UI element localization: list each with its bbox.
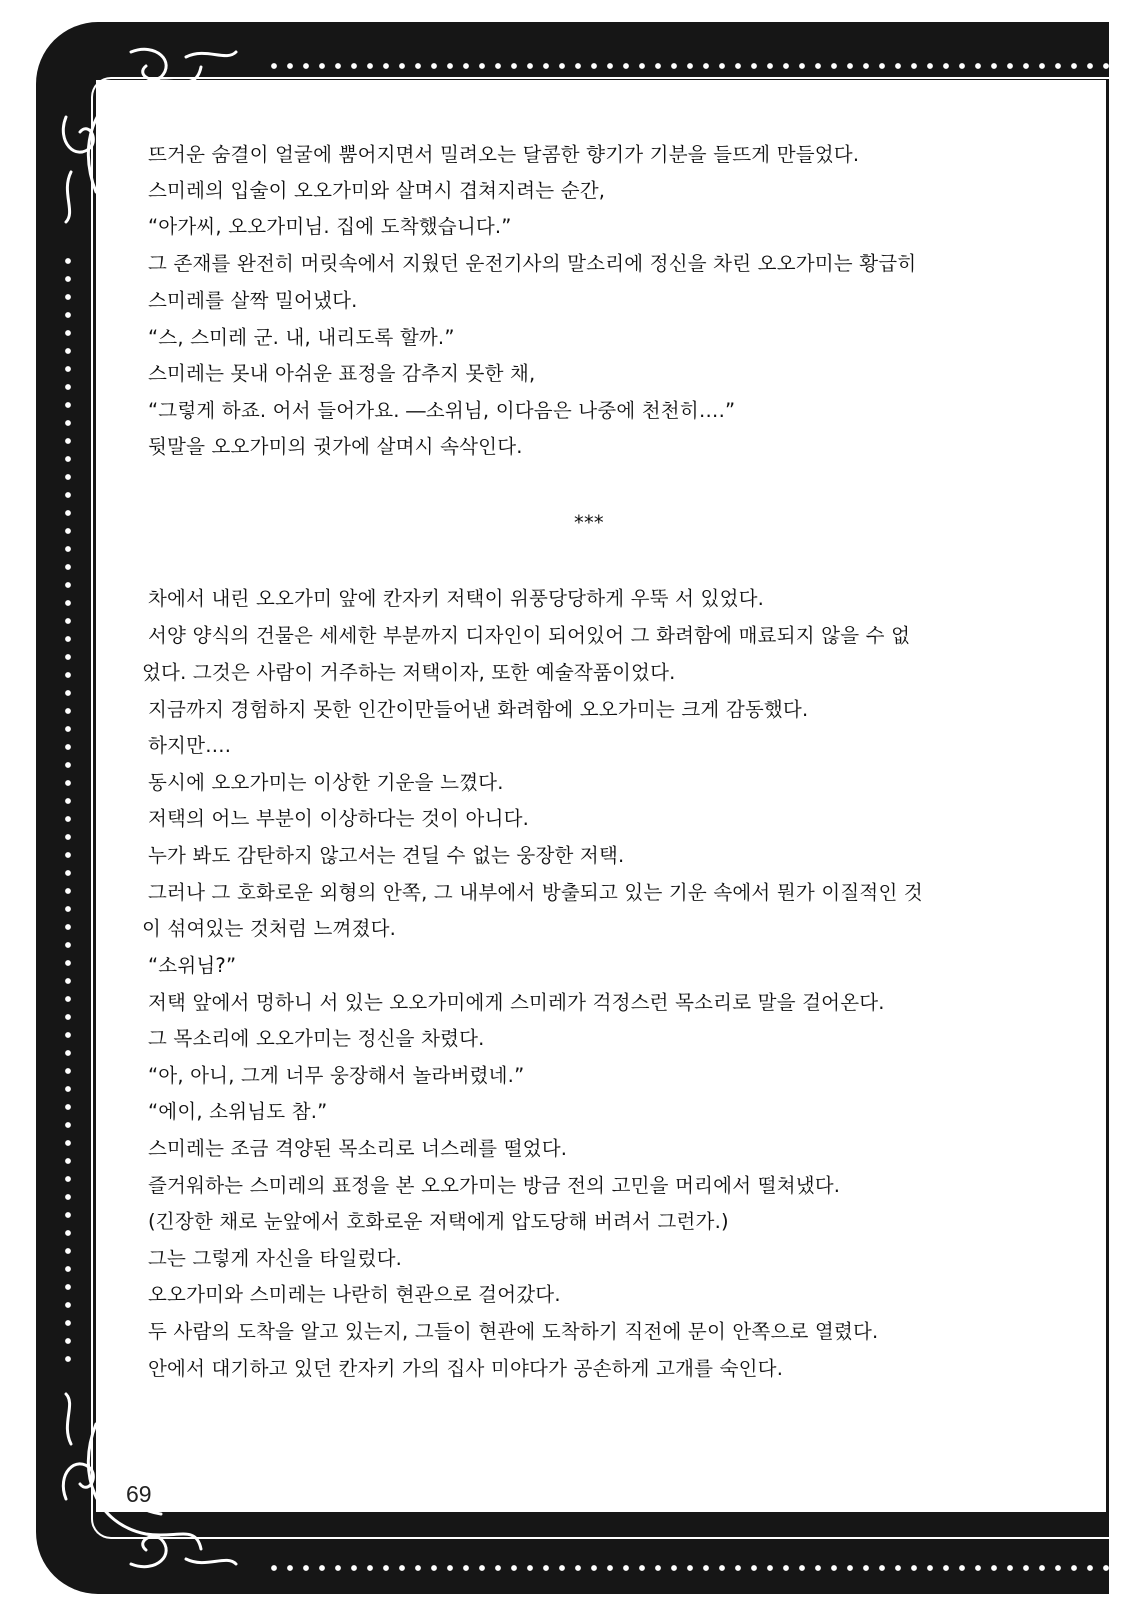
text-line: “스, 스미레 군. 내, 내리도록 할까.” <box>148 326 455 349</box>
text-line: 그러나 그 호화로운 외형의 안쪽, 그 내부에서 방출되고 있는 기운 속에서 뭔가 이질적인 것 <box>148 881 923 904</box>
page-number: 69 <box>126 1481 152 1507</box>
text-line: 그는 그렇게 자신을 타일렀다. <box>148 1247 403 1270</box>
text-line: 그 존재를 완전히 머릿속에서 지웠던 운전기사의 말소리에 정신을 차린 오오가미는 황급히 <box>148 252 917 275</box>
text-line: 안에서 대기하고 있던 칸자키 가의 집사 미야다가 공손하게 고개를 숙인다. <box>148 1357 784 1380</box>
text-line: 뒷말을 오오가미의 귓가에 살며시 속삭인다. <box>148 435 523 458</box>
text-line: 스미레는 조금 격양된 목소리로 너스레를 떨었다. <box>148 1137 568 1160</box>
text-line: 었다. 그것은 사람이 거주하는 저택이자, 또한 예술작품이었다. <box>142 661 676 684</box>
text-line: 이 섞여있는 것처럼 느껴졌다. <box>142 917 397 940</box>
text-line: 뜨거운 숨결이 얼굴에 뿜어지면서 밀려오는 달콤한 향기가 기분을 들뜨게 만들었다. <box>148 143 860 166</box>
text-line: 차에서 내린 오오가미 앞에 칸자키 저택이 위풍당당하게 우뚝 서 있었다. <box>148 587 765 610</box>
text-line: (긴장한 채로 눈앞에서 호화로운 저택에게 압도당해 버려서 그런가.) <box>148 1210 729 1233</box>
text-line: 스미레의 입술이 오오가미와 살며시 겹쳐지려는 순간, <box>148 179 606 202</box>
frame-dot-border-top <box>266 56 1133 76</box>
text-line: 저택의 어느 부분이 이상하다는 것이 아니다. <box>148 807 530 830</box>
text-line: 두 사람의 도착을 알고 있는지, 그들이 현관에 도착하기 직전에 문이 안쪽으로 열렸다. <box>148 1320 879 1343</box>
text-line: 동시에 오오가미는 이상한 기운을 느꼈다. <box>148 771 504 794</box>
text-line: “그렇게 하죠. 어서 들어가요. ―소위님, 이다음은 나중에 천천히….” <box>148 399 736 422</box>
text-line: 하지만…. <box>148 734 232 757</box>
frame-dot-border-left <box>58 252 78 1364</box>
page-right-margin <box>1109 0 1133 1600</box>
text-line: “아가씨, 오오가미님. 집에 도착했습니다.” <box>148 215 512 238</box>
text-line: 서양 양식의 건물은 세세한 부분까지 디자인이 되어있어 그 화려함에 매료되지 않을 수 없 <box>148 624 911 647</box>
scene-break: *** <box>574 511 604 534</box>
text-line: 그 목소리에 오오가미는 정신을 차렸다. <box>148 1027 485 1050</box>
text-line: “에이, 소위님도 참.” <box>148 1100 328 1123</box>
text-line: “소위님?” <box>148 954 237 977</box>
text-line: 스미레를 살짝 밀어냈다. <box>148 289 358 312</box>
text-line: 오오가미와 스미레는 나란히 현관으로 걸어갔다. <box>148 1283 561 1306</box>
frame-dot-border-bottom <box>266 1558 1133 1578</box>
text-line: 누가 봐도 감탄하지 않고서는 견딜 수 없는 웅장한 저택. <box>148 844 625 867</box>
text-line: 저택 앞에서 멍하니 서 있는 오오가미에게 스미레가 걱정스런 목소리로 말을 걸어온다. <box>148 991 885 1014</box>
text-line: 지금까지 경험하지 못한 인간이만들어낸 화려함에 오오가미는 크게 감동했다. <box>148 698 809 721</box>
text-line: “아, 아니, 그게 너무 웅장해서 놀라버렸네.” <box>148 1064 525 1087</box>
text-line: 즐거워하는 스미레의 표정을 본 오오가미는 방금 전의 고민을 머리에서 떨쳐냈다. <box>148 1174 841 1197</box>
text-line: 스미레는 못내 아쉬운 표정을 감추지 못한 채, <box>148 362 536 385</box>
